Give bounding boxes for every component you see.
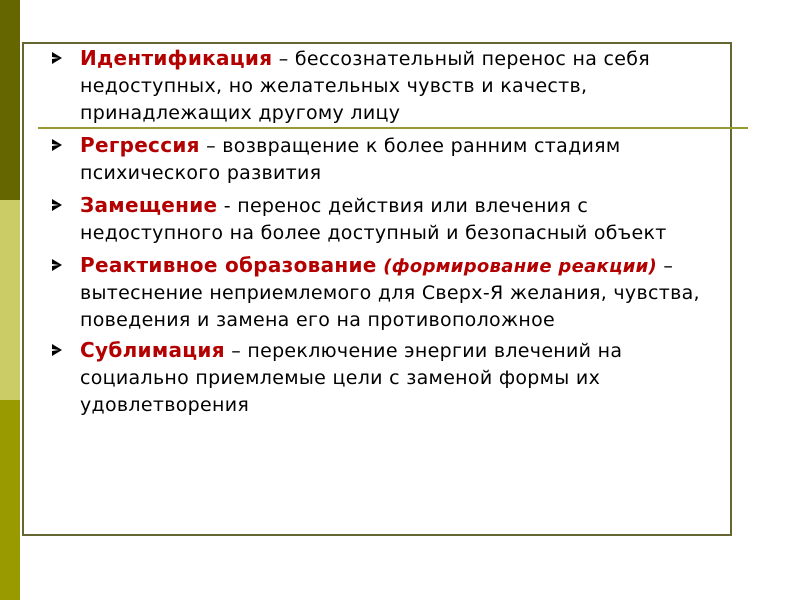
term-label: Замещение <box>80 193 218 217</box>
triangle-bullet-icon <box>52 199 62 211</box>
list-item-reaction-formation <box>48 252 728 334</box>
term-label: Сублимация <box>80 338 225 362</box>
term-label: Регрессия <box>80 133 200 157</box>
sidebar-stripe-top <box>0 0 20 200</box>
term-note: (формирование реакции) <box>376 256 658 277</box>
term-definition: – возвращение к более ранним стадиям психического развития <box>80 135 621 184</box>
sidebar-stripe-middle <box>0 200 20 400</box>
list-item-identification <box>48 45 728 127</box>
list-item-substitution <box>48 192 728 247</box>
term-definition: - перенос действия или влечения с недоступного на более доступный и безопасный объект <box>80 195 667 244</box>
definition-list <box>48 45 728 424</box>
term-definition: – бессознательный перенос на себя недоступных, но желательных чувств и качеств, принадлежащих другому лицу <box>80 48 650 124</box>
triangle-bullet-icon <box>52 259 62 271</box>
list-item-regression <box>48 132 728 187</box>
term-definition: – вытеснение неприемлемого для Сверх-Я желания, чувства, поведения и замена его на противоположное <box>80 255 700 331</box>
triangle-bullet-icon <box>52 52 62 64</box>
sidebar-stripe-bottom <box>0 400 20 600</box>
list-item-sublimation <box>48 337 728 419</box>
term-label: Идентификация <box>80 46 273 70</box>
triangle-bullet-icon <box>52 139 62 151</box>
term-definition: – переключение энергии влечений на социально приемлемые цели с заменой формы их удовлетворения <box>80 340 623 416</box>
triangle-bullet-icon <box>52 344 62 356</box>
term-label: Реактивное образование <box>80 253 377 277</box>
